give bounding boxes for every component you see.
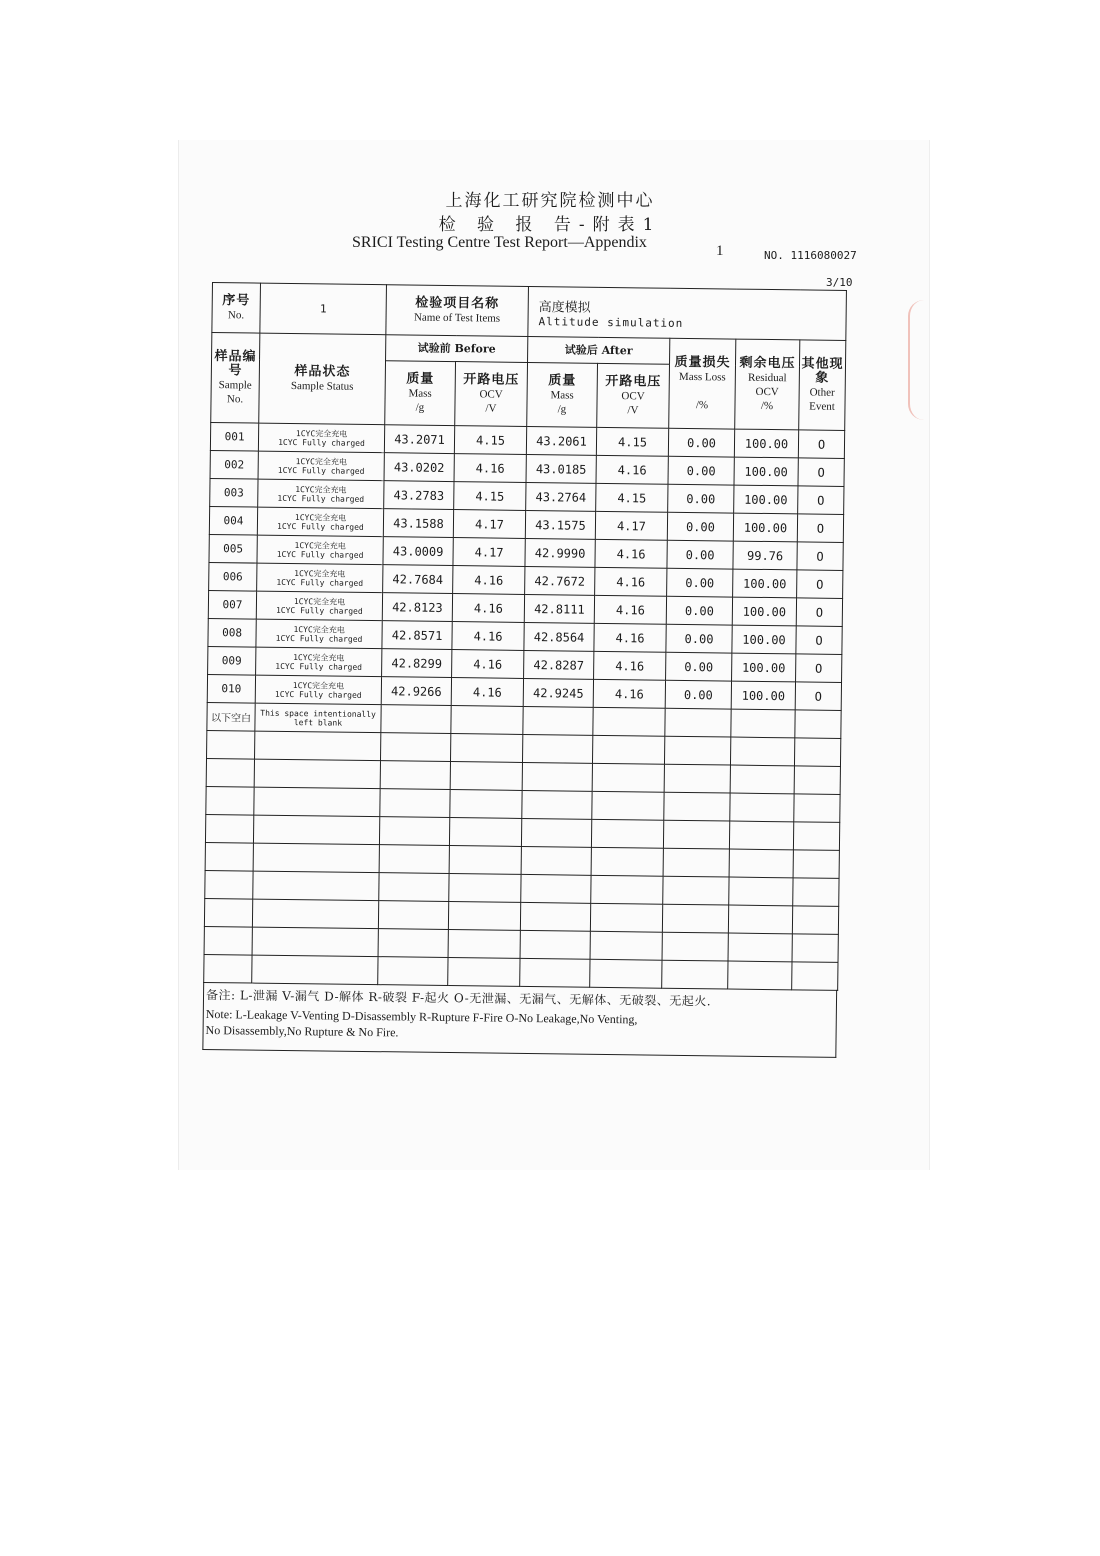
report-number: NO. 1116080027 bbox=[764, 249, 857, 262]
cell-ocv-after: 4.16 bbox=[596, 455, 668, 484]
cell-mass-before: 43.0202 bbox=[384, 453, 454, 482]
cell-other: O bbox=[797, 514, 843, 543]
notes-box bbox=[202, 982, 837, 1058]
page-number: 3/10 bbox=[826, 276, 853, 289]
sample-status: 1CYC完全充电 1CYC Fully charged bbox=[256, 591, 382, 621]
cell-other: O bbox=[796, 598, 842, 627]
mass-loss-header: 质量损失 Mass Loss /% bbox=[669, 338, 736, 429]
cell-loss: 0.00 bbox=[665, 680, 731, 709]
cell-residual: 100.00 bbox=[734, 485, 798, 514]
cell-loss: 0.00 bbox=[667, 540, 733, 569]
ocv-before-header: 开路电压 OCV /V bbox=[455, 362, 528, 427]
cell-loss: 0.00 bbox=[666, 652, 732, 681]
sample-status: 1CYC完全充电 1CYC Fully charged bbox=[256, 619, 382, 649]
cell-loss: 0.00 bbox=[666, 596, 732, 625]
after-group-header: 试验后 After bbox=[528, 336, 670, 364]
cell-other: O bbox=[797, 542, 843, 571]
cell-ocv-before: 4.16 bbox=[452, 594, 524, 623]
sample-id: 006 bbox=[209, 562, 257, 591]
blank-label-en: This space intentionally left blank bbox=[255, 703, 381, 733]
cell-residual: 100.00 bbox=[731, 681, 795, 710]
cell-ocv-after: 4.16 bbox=[593, 679, 665, 708]
cell-mass-before: 43.2783 bbox=[384, 481, 454, 510]
sample-id: 009 bbox=[208, 646, 256, 675]
cell-residual: 100.00 bbox=[734, 429, 798, 458]
sample-status: 1CYC完全充电 1CYC Fully charged bbox=[258, 423, 384, 453]
cell-loss: 0.00 bbox=[668, 428, 734, 457]
cell-other: O bbox=[797, 570, 843, 599]
cell-mass-after: 43.2764 bbox=[526, 482, 596, 511]
test-item-header: 检验项目名称 Name of Test Items bbox=[386, 285, 529, 337]
cell-residual: 100.00 bbox=[732, 597, 796, 626]
sample-id: 003 bbox=[210, 478, 258, 507]
ocv-after-header: 开路电压 OCV /V bbox=[597, 363, 670, 428]
cell-other: O bbox=[796, 654, 842, 683]
cell-ocv-before: 4.15 bbox=[454, 482, 526, 511]
cell-ocv-before: 4.16 bbox=[452, 650, 524, 679]
sample-id: 008 bbox=[208, 618, 256, 647]
mass-after-header: 质量 Mass /g bbox=[527, 362, 598, 427]
cell-mass-before: 43.0009 bbox=[383, 537, 453, 566]
cell-loss: 0.00 bbox=[668, 456, 734, 485]
cell-ocv-after: 4.16 bbox=[595, 567, 667, 596]
sample-status: 1CYC完全充电 1CYC Fully charged bbox=[256, 647, 382, 677]
red-seal-edge bbox=[908, 300, 924, 420]
cell-residual: 100.00 bbox=[732, 653, 796, 682]
cell-ocv-before: 4.17 bbox=[453, 510, 525, 539]
residual-ocv-header: 剩余电压 Residual OCV /% bbox=[735, 339, 800, 430]
cell-other: O bbox=[798, 430, 844, 459]
cell-mass-before: 42.8299 bbox=[382, 649, 452, 678]
sample-status: 1CYC完全充电 1CYC Fully charged bbox=[255, 675, 381, 705]
cell-mass-after: 42.9990 bbox=[525, 538, 595, 567]
cell-loss: 0.00 bbox=[667, 568, 733, 597]
cell-other: O bbox=[798, 458, 844, 487]
sample-status-header: 样品状态 Sample Status bbox=[259, 333, 386, 425]
cell-other: O bbox=[796, 626, 842, 655]
notes-en-line1: Note: L-Leakage V-Venting D-Disassembly R-Rupture F-Fire O-No Leakage,No Venting, bbox=[205, 1006, 638, 1027]
sample-no-header: 样品编号 Sample No. bbox=[211, 333, 260, 424]
no-header: 序号 No. bbox=[212, 283, 261, 334]
cell-ocv-before: 4.15 bbox=[454, 426, 526, 455]
sample-id: 010 bbox=[207, 674, 255, 703]
header-row-test-item bbox=[212, 283, 847, 341]
cell-residual: 100.00 bbox=[732, 625, 796, 654]
report-title-cn: 检 验 报 告-附表1 bbox=[438, 215, 662, 235]
cell-mass-before: 43.2071 bbox=[384, 425, 454, 454]
sample-id: 002 bbox=[210, 450, 258, 479]
cell-loss: 0.00 bbox=[667, 512, 733, 541]
sample-status: 1CYC完全充电 1CYC Fully charged bbox=[257, 563, 383, 593]
before-group-header: 试验前 Before bbox=[386, 335, 528, 363]
cell-other: O bbox=[795, 682, 841, 711]
sample-status: 1CYC完全充电 1CYC Fully charged bbox=[257, 535, 383, 565]
cell-ocv-after: 4.15 bbox=[596, 483, 668, 512]
cell-ocv-before: 4.16 bbox=[453, 566, 525, 595]
notes-en-line2: No Disassembly,No Rupture & No Fire. bbox=[205, 1022, 399, 1040]
no-value: 1 bbox=[260, 283, 387, 335]
cell-loss: 0.00 bbox=[666, 624, 732, 653]
cell-other: O bbox=[798, 486, 844, 515]
cell-mass-after: 42.8287 bbox=[524, 650, 594, 679]
sample-id: 007 bbox=[208, 590, 256, 619]
other-event-header: 其他现象 Other Event bbox=[799, 340, 846, 431]
cell-mass-after: 42.8111 bbox=[524, 594, 594, 623]
cell-mass-after: 42.8564 bbox=[524, 622, 594, 651]
cell-mass-before: 42.8123 bbox=[382, 593, 452, 622]
org-title: 上海化工研究院检测中心 bbox=[445, 191, 655, 211]
cell-residual: 100.00 bbox=[733, 513, 797, 542]
cell-ocv-after: 4.16 bbox=[594, 595, 666, 624]
cell-residual: 99.76 bbox=[733, 541, 797, 570]
cell-ocv-before: 4.17 bbox=[453, 538, 525, 567]
sample-status: 1CYC完全充电 1CYC Fully charged bbox=[258, 479, 384, 509]
cell-mass-before: 42.7684 bbox=[383, 565, 453, 594]
cell-ocv-after: 4.15 bbox=[596, 427, 668, 456]
cell-mass-after: 42.7672 bbox=[525, 566, 595, 595]
cell-ocv-before: 4.16 bbox=[452, 622, 524, 651]
cell-mass-before: 42.8571 bbox=[382, 621, 452, 650]
cell-residual: 100.00 bbox=[733, 569, 797, 598]
sample-id: 004 bbox=[209, 506, 257, 535]
cell-ocv-before: 4.16 bbox=[451, 678, 523, 707]
sample-status: 1CYC完全充电 1CYC Fully charged bbox=[257, 507, 383, 537]
sample-status: 1CYC完全充电 1CYC Fully charged bbox=[258, 451, 384, 481]
test-item-value: 高度模拟 Altitude simulation bbox=[528, 286, 847, 340]
blank-label-cn: 以下空白 bbox=[207, 702, 255, 731]
sample-id: 005 bbox=[209, 534, 257, 563]
cell-ocv-after: 4.16 bbox=[595, 539, 667, 568]
cell-mass-after: 43.2061 bbox=[526, 426, 596, 455]
cell-mass-before: 42.9266 bbox=[381, 677, 451, 706]
mass-before-header: 质量 Mass /g bbox=[385, 361, 456, 426]
cell-mass-after: 42.9245 bbox=[523, 678, 593, 707]
appendix-number: 1 bbox=[716, 243, 724, 259]
cell-ocv-before: 4.16 bbox=[454, 454, 526, 483]
cell-ocv-after: 4.17 bbox=[595, 511, 667, 540]
cell-mass-before: 43.1588 bbox=[383, 509, 453, 538]
report-title-en: SRICI Testing Centre Test Report—Appendix bbox=[352, 234, 647, 251]
report-table-frame bbox=[202, 282, 848, 1060]
cell-ocv-after: 4.16 bbox=[594, 651, 666, 680]
cell-residual: 100.00 bbox=[734, 457, 798, 486]
cell-mass-after: 43.0185 bbox=[526, 454, 596, 483]
notes-cn: 备注: L-泄漏 V-漏气 D-解体 R-破裂 F-起火 O-无泄漏、无漏气、无解体、无破裂、无起火. bbox=[205, 987, 712, 1009]
test-results-table bbox=[203, 282, 847, 991]
cell-loss: 0.00 bbox=[668, 484, 734, 513]
cell-mass-after: 43.1575 bbox=[525, 510, 595, 539]
sample-id: 001 bbox=[210, 422, 258, 451]
cell-ocv-after: 4.16 bbox=[594, 623, 666, 652]
